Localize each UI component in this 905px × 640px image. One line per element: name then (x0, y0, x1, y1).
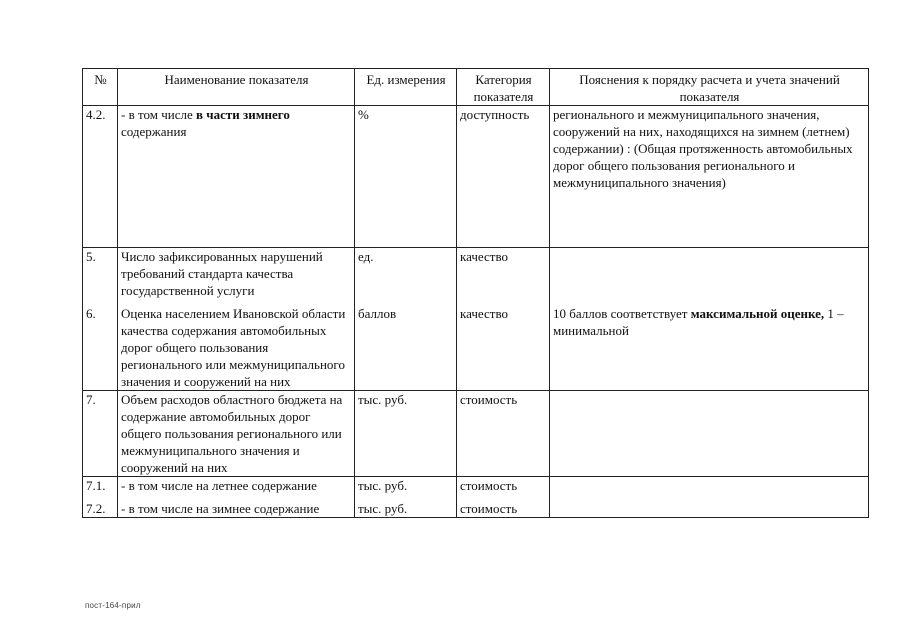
row-indicator-name: - в том числе на зимнее содержание (118, 494, 355, 518)
row-category: стоимость (457, 477, 550, 495)
table-row (83, 477, 869, 495)
name-text: - в том числе (121, 107, 196, 122)
row-category: доступность (457, 106, 550, 248)
row-indicator-name: - в том числе на летнее содержание (118, 477, 355, 495)
row-number: 5. (83, 248, 118, 300)
indicators-table (82, 68, 869, 518)
row-explanation (550, 248, 869, 300)
row-category: качество (457, 248, 550, 300)
table-row (83, 494, 869, 518)
name-text-rest: содержания (121, 124, 187, 139)
row-indicator-name: Оценка населением Ивановской области качества содержания автомобильных дорог общего пользования регионального или межмуниципального значения и сооружений на них (118, 299, 355, 391)
row-indicator-name: Число зафиксированных нарушений требований стандарта качества государственной услуги (118, 248, 355, 300)
row-unit: ед. (355, 248, 457, 300)
row-explanation (550, 477, 869, 495)
row-number: 6. (83, 299, 118, 391)
table-row (83, 299, 869, 391)
row-unit: тыс. руб. (355, 494, 457, 518)
row-explanation (550, 494, 869, 518)
name-emphasis: в части зимнего (195, 107, 290, 122)
row-category: качество (457, 299, 550, 391)
header-unit: Ед. измерения (355, 69, 457, 106)
row-explanation (550, 299, 869, 391)
table-row (83, 106, 869, 248)
row-number: 7.2. (83, 494, 118, 518)
table-row (83, 248, 869, 300)
row-category: стоимость (457, 391, 550, 477)
row-unit: баллов (355, 299, 457, 391)
row-category: стоимость (457, 494, 550, 518)
footer-file-note: пост-164-прил (85, 601, 141, 610)
header-explanation: Пояснения к порядку расчета и учета значений показателя (550, 69, 869, 106)
row-unit: тыс. руб. (355, 477, 457, 495)
row-number: 7. (83, 391, 118, 477)
explanation-text: 10 баллов соответствует (553, 306, 691, 321)
row-indicator-name: Объем расходов областного бюджета на содержание автомобильных дорог общего пользования регионального или межмуниципального значения и сооружений на них (118, 391, 355, 477)
header-number: № (83, 69, 118, 106)
explanation-emphasis: максимальной оценке, (690, 306, 825, 321)
row-unit: % (355, 106, 457, 248)
row-unit: тыс. руб. (355, 391, 457, 477)
table-header-row (83, 69, 869, 106)
header-indicator-name: Наименование показателя (118, 69, 355, 106)
table-row (83, 391, 869, 477)
explanation-text-rest: 1 – минимальной (553, 306, 844, 338)
row-explanation (550, 391, 869, 477)
row-indicator-name (118, 106, 355, 248)
row-number: 4.2. (83, 106, 118, 248)
row-explanation: регионального и межмуниципального значения, сооружений на них, находящихся на зимнем (летнем) содержании) : (Общая протяженность автомобильных дорог общего пользования регионального и межмуниципального значения) (550, 106, 869, 248)
row-number: 7.1. (83, 477, 118, 495)
header-category: Категория показателя (457, 69, 550, 106)
